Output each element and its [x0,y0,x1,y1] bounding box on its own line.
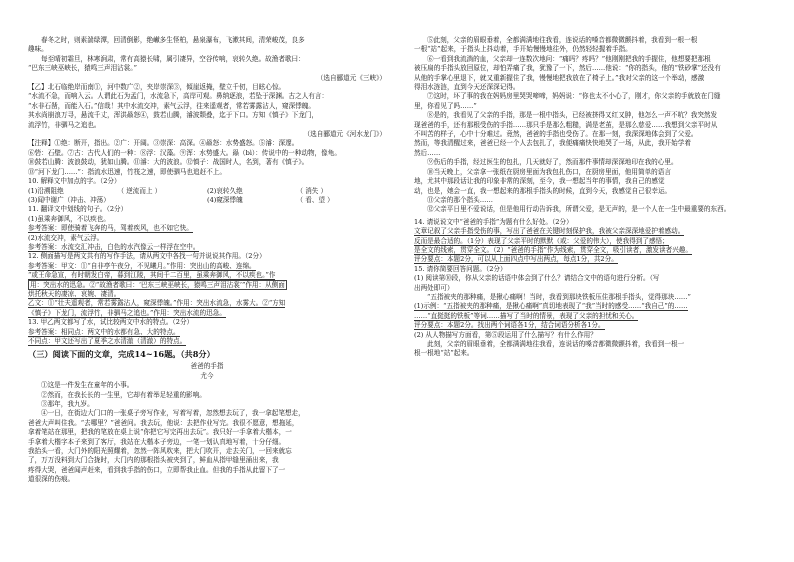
story-paragraph: ⑩当天晚上，父亲拿一张纸在厨房里面为我包扎伤口，在厨房里面，他用简单的语言 [427,167,671,176]
note-line: ⑥砦：石壁。⑦古：古代人们的一种：⑧浮：汉藻。⑨浑：水势盛大。赑（bì）：传说中的一种动物，像龟。 [28,148,341,157]
story-paragraph: 我抬头一看，大门外的阳光照耀着，忽然一阵风吹来，把大门吹开，走去关门，一回来就忘 [28,447,292,456]
q10-row [28,187,386,196]
passage-b-line: “水非石凿，而能入石。”信哉！其中水流交冲，素气云浮，往来遥观者，常若雾露沾人，窥深悸魄。 [28,101,315,110]
question-12: 12. 侧面描写是两文共有的写作手法，请从两文中各找一句并说说其作用。（2分） [28,252,266,261]
q11-sub: (1)虽乘奔御风，不以疾也。 [28,214,110,223]
q14-answer: 是全文的线索，贯穿全文。（2）“爸爸的手指”作为线索，贯穿全文，吸引读者，激发读者兴趣。 [414,245,692,254]
story-paragraph: ③那年，我九岁。 [41,400,94,409]
q15-sub: 出两处即可） [414,283,454,292]
q15-sub: (2) 从人物描写方面看，第⑤段运用了什么描写？有什么作用？ [414,330,597,339]
source-citation: （选自郦道元《三峡》） [316,73,386,82]
story-paragraph: 然而，等我清醒过来，爸爸已经一个人去包扎了，我便痛痛快快地哭了一场，从此，我开始学着 [414,139,691,148]
q14-answer: 文章记叙了父亲手指受伤的事，写出了爸爸在关键时刻保护我，我被父亲深深地爱护着感动。 [414,227,685,236]
passage-b-line: 其水尚崩浪万寻，悬流千丈，浑洪赑怒④，鼓若山腾，濬波颓叠，迄于下口。方知《慎子》下龙门， [28,111,319,120]
q15-quote: “五指被夹的那种痛，是揪心痛啊！当时，我看到那块铁板压住那根手指头，觉得那块……” [427,292,691,301]
right-column [414,36,766,359]
story-paragraph: ④一日，在街边大门口的一张桌子旁写作业，写着写着，忽然想去玩了，我一拿起笔想走， [41,409,305,418]
story-paragraph: ⑤此刻，父亲的眉眼垂着，全都满满地往我看，连说话的嗓音都微微颤抖着，我看到一根一根 [427,36,698,44]
left-column [28,36,386,485]
poem-line: 趣味。 [28,45,48,54]
story-paragraph: 里，你看见了吗……” [414,101,477,110]
q10-item: (4)窥深悸魄 [207,195,243,204]
poem-line: “巴东三峡巫峡长，猿鸣三声泪沾裳。” [28,64,137,73]
poem-line: 春冬之时，则素湍绿潭，回清倒影，绝𪩘多生怪柏，悬泉瀑布，飞漱其间，清荣峻茂，良多 [41,36,305,44]
story-title: 爸爸的手指 [190,362,224,371]
question-15: 15. 请你简要回答问题。（2分） [414,264,507,273]
story-paragraph: ⑨伤后的手指，经过医生的包扎，几天就好了，然而那件事情却深深地印在我的心里。 [427,158,678,167]
note-line: ⑩鼓若山腾：波浪鼓动，犹如山腾。⑪濬：大的波浪。⑫慎子：战国时人，名到，著有《慎子》。 [28,158,309,167]
story-paragraph: ⑧是的，我看见了父亲的手指，那是一根中指头，已经被挤得又红又肿，他怎么一声不吭？我突然发 [427,111,718,120]
section-heading: （三）阅读下面的文章，完成14~16题。（共8分） [28,349,215,360]
story-author: 尤今 [200,371,214,380]
note-line: ⑬“河下龙门……”：指流水迅速，竹筏之速，即使驷马也追赶不上。 [28,167,226,176]
story-quote: 根一根地“站”起来。 [414,349,474,358]
note-line: 【注释】①绝：断开，指出。②广：开阔。③崇深：高深。④赑怒：水势盛怒。⑤濬：深邃。 [28,139,299,148]
story-paragraph: 爸爸大声叫住我。“去哪里？”爸爸问。我去玩，他说：去把作业写完。我很不愿意，想拖延， [28,418,299,427]
question-10: 10. 解释文中加点的字。（2分） [28,177,121,186]
story-paragraph: ①这是一件发生在童年的小事。 [41,381,134,390]
q12-answer: 《慎子》下龙门，流浮竹，非驷马之追也。”作用：突出水流的迅急。 [28,308,226,317]
q15-sub: (1) 阅读第⑩段，你从父亲的话语中体会到了什么？请结合文中的语句进行分析。（写 [414,274,660,283]
story-paragraph: 得泪水涟涟，直到今天还深深记得。 [414,83,520,92]
q15-answer: 评分要点：本题2分。找出两个词语各1分，结合词语分析各1分。 [414,321,605,330]
q15-answer: (1)示例：“五指被夹的那种痛，是揪心痛啊”真切地表现了“我”当时的感受……“我自己”的…… [414,302,688,311]
q10-answer: （ 逆流而上 ） [117,186,162,195]
q10-item: (3)闻中谢广（冲击、冲荡） [28,195,110,204]
q13-answer: 不同点：甲文还写出了夏季之水清澈（清澈）的特点。 [28,337,187,345]
passage-b-line: 【乙】北石临绝岸而南①，河中数广②，夹岸崇深③，傾崖返掩，壁立千仞，目眩心惊。 [28,83,286,92]
story-paragraph: ⑪父亲的那个指头…… [427,195,493,204]
source-citation: （选自郦道元《河水龙门》） [303,130,386,139]
story-paragraph: 从他的手掌心里退下，就又重新握住了我，慢慢地把我放在了椅子上。”我对父亲的这一个举动，感激 [414,73,705,82]
q10-answer [118,196,208,205]
q14-answer: 反而是最合适的。（1分）表现了父亲平时的默默（或：父爱的伟大），使我得到了感悟； [414,236,669,245]
story-paragraph: 动，也是，她会一直，我一想起来的那根手指头的时候，直到今天，我感觉自己很幸运。 [414,186,672,195]
q11-sub: (2)水流交冲，素气云浮。 [28,233,104,242]
story-paragraph: 手拿着大楷字本子来到了客厅，我站在大楷本子旁边，一笔一划认真地写着，十分仔细。 [28,437,286,446]
q10-answer: （ 看、望 ） [296,195,334,204]
story-paragraph: 现爸爸的手，还有那根受伤的手指……那只手是那么粗糙，满是老茧，是那么慈爱……我想到父亲平时从 [414,120,718,129]
story-paragraph: 被压扁的手指头放回原位，却怕弄痛了我，犹豫了一下，然后……他说：“你的指头，他的“铁砂掌”还没有 [414,64,721,73]
q10-answer: （ 消失 ） [296,186,328,195]
q12-answer: 烘托秋天的凄凉、哀婉、凄清。 [28,289,121,298]
q11-answer: 参考答案：水流交汇冲击，白色的水汽像云一样浮在空中。 [28,242,200,251]
poem-line: 每至晴初霜旦，林寒涧肃，常有高猿长啸，属引凄异，空谷传响，哀转久绝。故渔者歌曰： [41,54,305,63]
q13-answer: 参考答案：相同点：两文中的水都有急、大的特点。 [28,327,180,336]
story-paragraph: ⑫父亲平日里不爱说话，但是他用行动告诉我，所谓父爱，是无声的，是一个人在一生中最重要的东西。 [427,205,731,214]
story-paragraph: 然后…… [414,148,441,157]
q12-answer: 乙文：①“壮夫遥观者，常若雾露沾人，窥深悸魄。”作用：突出水流急，水雾大。②“方知 [28,299,286,308]
story-paragraph: 不叫苦的样子，心中十分难过。竟然，爸爸的手指也受伤了。在那一刻，我深深地体会到了父爱。 [414,130,698,139]
story-paragraph: 道很深的伤痕。 [28,475,75,484]
q10-item: (2)哀转久绝 [207,186,243,195]
passage-b-line: “水流不急，而响入云。人谓此石为孟门，水流急下，高岸可观。鼻纳逐浪，若坠于深渊。古之人有言： [28,92,329,101]
story-paragraph: 一根“站”起来，于指头上抖动着，手开始慢慢地往外，仍然轻轻握着手指。 [414,45,632,54]
q12-answer: 参考答案：甲文：①“自非亭午夜分，不见曦月。”作用：突出山的高峻、连绵。 [28,261,256,270]
q12-answer: 用：突出水的迅急。②“故渔者歌曰：‘巴东三峡巫峡长，猿鸣三声泪沾裳’”作用：从侧面 [30,280,285,289]
story-paragraph: ⑥一看到我流淌的血，父亲却一连数次地问：“痛吗？疼吗？”他刚刚把我的手握住，他想要把那根 [427,54,711,63]
story-paragraph: ⑦这时，坏了事的我在妈妈房里哭哭啼啼，妈妈说：“你也太不小心了，刚才，你父亲的手就放在门缝 [427,92,721,101]
q11-answer: 参考答案：即使骑着飞奔的马，驾着疾风，也不如它快。 [28,224,193,233]
story-paragraph: ②然而，在我长长的一生里，它却有着举足轻重的影响。 [41,390,206,399]
passage-b-line: 流浮竹，非驷马之追也。 [28,120,101,129]
story-paragraph: 地，尤其中那段话让我的印象非常的深刻，至今，我一想起当年的事情，我自己的感觉 [414,177,665,186]
question-11: 11. 翻译文中划线的句子。（2分） [28,205,128,214]
story-quote: 此刻，父亲的眉眼垂着，全都满满地往我看，连说话的嗓音都微微颤抖着，我看到一根一 [427,340,685,348]
q14-answer: 评分要点：本题2分，可以从上面四点中写出两点，每点1分，共2分。 [414,255,618,264]
question-14: 14. 请说说文中“爸爸的手指”为题有什么好处。（2分） [414,217,573,226]
story-paragraph: 疼得大哭，爸爸闻声赶来，看到我手指的伤口，立即帮我止血。但我的手指从此留下了一 [28,465,286,474]
question-13: 13. 甲乙两文都写了水，试比较两文中水的特点。（2分） [28,318,194,327]
q15-answer: ……“直挺挺的铁板”等词……描写了当时的情景，表现了父亲的担忧和关心。 [414,311,639,320]
q12-answer: “或王命急宣，有时朝发白帝，暮到江陵，其间千二百里，虽乘奔御风，不以疾也。”作 [28,271,276,280]
q10-row [28,196,386,205]
story-paragraph: 了，万万没料到大门合拢时，大门内的那根指头被夹到了，鲜血从指甲缝里涌出来，我 [28,456,279,465]
story-paragraph: 拿着笔站在那里，把我的笔放在桌上说“你把它写完再出去玩”。我只好一手拿着大楷本，一 [28,428,292,437]
q10-item: (1)沿溯阻绝 [28,186,64,195]
